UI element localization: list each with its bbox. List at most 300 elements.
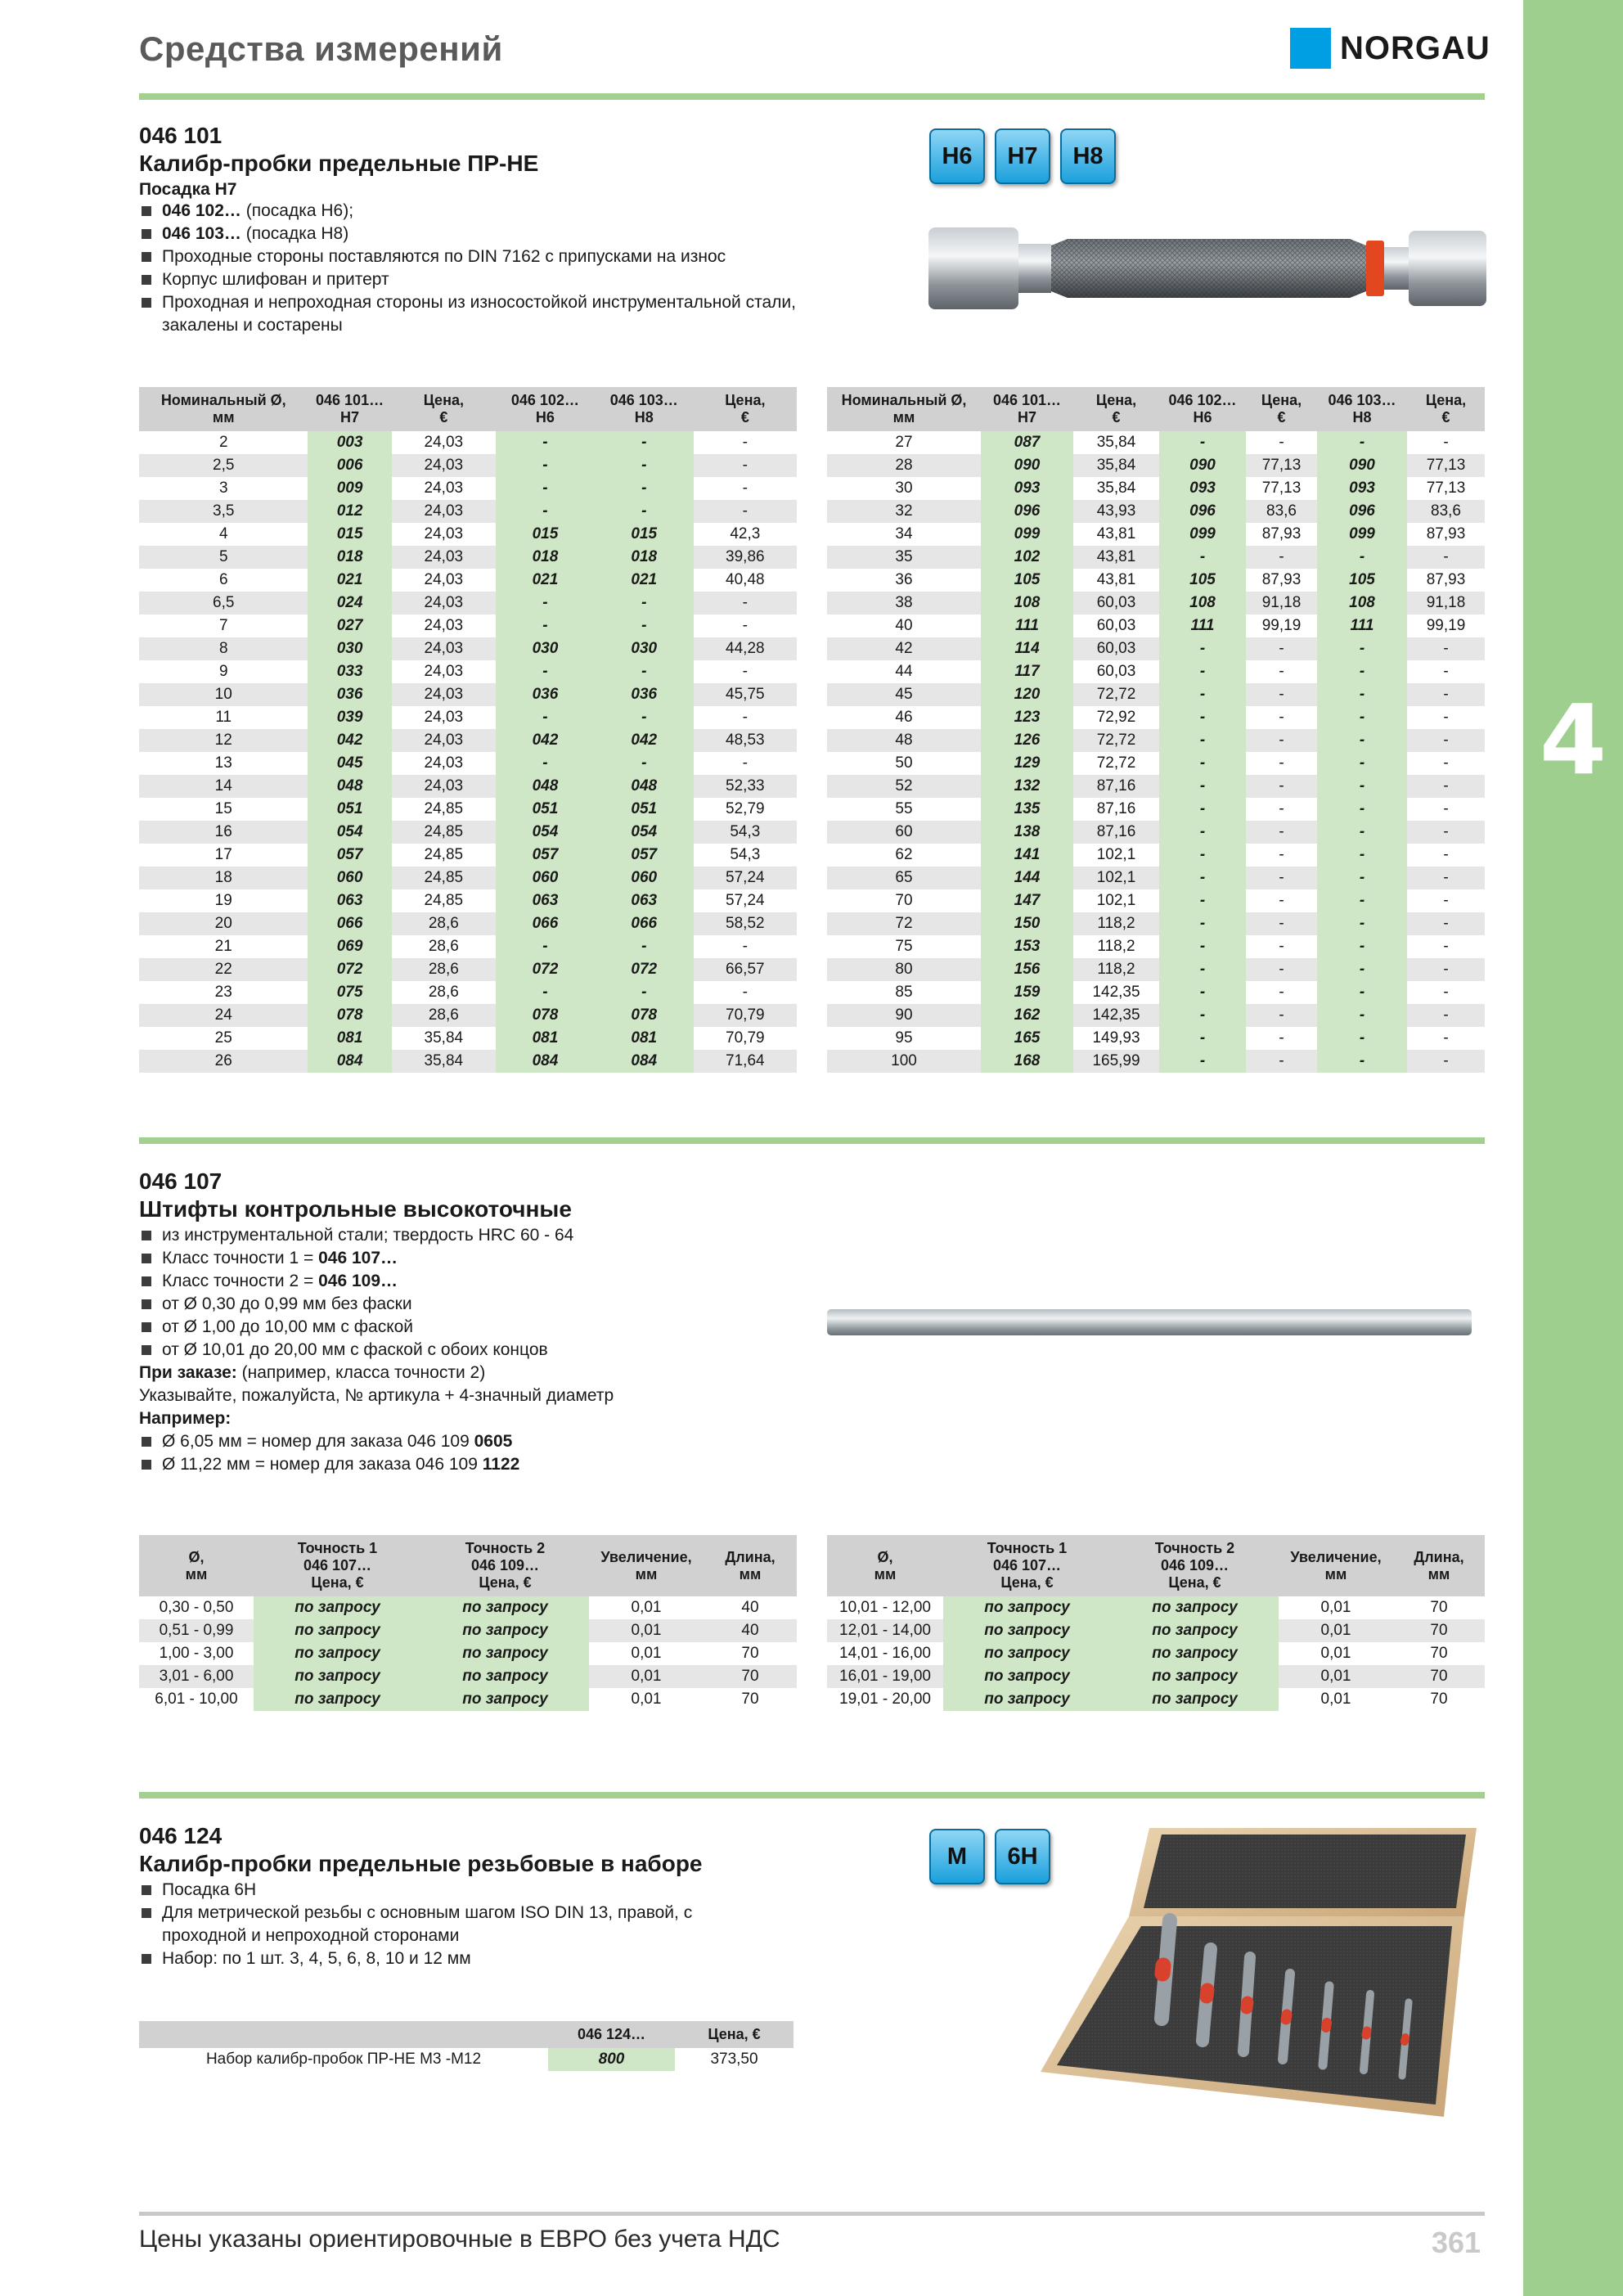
table-cell: 60,03 [1073, 592, 1159, 615]
table-cell: 36 [827, 569, 981, 592]
column-header [496, 387, 595, 431]
table-cell: - [1407, 775, 1485, 798]
table-row [827, 752, 1485, 775]
table-cell: 75 [827, 935, 981, 958]
table-cell: по запросу [421, 1688, 589, 1711]
table-cell: 44,28 [694, 637, 797, 660]
header-line: 046 103… [1328, 392, 1396, 408]
table-cell: - [595, 981, 694, 1004]
table-row [827, 477, 1485, 500]
header-line: Точность 2 [465, 1540, 546, 1556]
table-cell: 105 [1317, 569, 1407, 592]
header-line: Точность 1 [297, 1540, 378, 1556]
table-cell: 057 [595, 844, 694, 867]
table-cell: - [496, 981, 595, 1004]
table-cell: - [1246, 821, 1317, 844]
tolerance-badge: M [929, 1829, 985, 1884]
table-cell: - [1246, 546, 1317, 569]
table-cell: 35,84 [1073, 431, 1159, 454]
header-line: 046 109… [470, 1557, 540, 1573]
table-cell: - [694, 981, 797, 1004]
list-item [139, 245, 810, 268]
bullet-text: Проходная и непроходная стороны из износостойкой инструментальной стали, закалены и состарены [162, 293, 796, 335]
bullet-bold: 046 102… [162, 201, 241, 220]
bullet-bold: 0605 [474, 1432, 513, 1451]
table-cell: 153 [981, 935, 1073, 958]
table-cell: 24,85 [392, 889, 496, 912]
table-cell: - [1246, 752, 1317, 775]
bullet-text: Ø 11,22 мм = номер для заказа 046 109 [162, 1455, 483, 1474]
bullet-text: из инструментальной стали; твердость HRC 60 - 64 [162, 1226, 574, 1245]
table-row [827, 1027, 1485, 1050]
table-cell: 72 [827, 912, 981, 935]
list-item: Для метрической резьбы с основным шагом ISO DIN 13, правой, с проходной и непроходной сторонами [139, 1902, 777, 1947]
gauge-table-right [827, 387, 1485, 1073]
table-cell: 060 [595, 867, 694, 889]
table-cell: - [694, 592, 797, 615]
table-cell: 015 [308, 523, 391, 546]
table-cell: - [1407, 637, 1485, 660]
table-cell: по запросу [254, 1688, 421, 1711]
table-cell: 40 [827, 615, 981, 637]
table-cell: 24,03 [392, 752, 496, 775]
table-cell: 054 [308, 821, 391, 844]
table-row [827, 706, 1485, 729]
table-cell: - [1159, 912, 1246, 935]
table-cell: 069 [308, 935, 391, 958]
table-cell: 66,57 [694, 958, 797, 981]
table-cell: 7 [139, 615, 308, 637]
table-cell: 35,84 [1073, 454, 1159, 477]
table-cell: - [496, 500, 595, 523]
table-cell: - [595, 592, 694, 615]
table-cell: 24,03 [392, 569, 496, 592]
header-line: 046 101… [992, 392, 1062, 408]
table-cell: - [1317, 706, 1407, 729]
table-cell: 096 [981, 500, 1073, 523]
header-line: Увеличение, [600, 1548, 692, 1565]
table-cell: - [496, 752, 595, 775]
list-item [139, 291, 810, 337]
header-line: мм [874, 1565, 897, 1582]
table-cell: - [496, 935, 595, 958]
table-cell: 120 [981, 683, 1073, 706]
table-cell: - [1159, 889, 1246, 912]
table-cell: - [1246, 958, 1317, 981]
order-label: При заказе: [139, 1363, 237, 1382]
table-cell: 078 [308, 1004, 391, 1027]
column-header [1407, 387, 1485, 431]
table-cell: 60,03 [1073, 660, 1159, 683]
table-cell: 030 [496, 637, 595, 660]
table-cell: - [1246, 935, 1317, 958]
column-header [827, 387, 981, 431]
table-cell: 24,85 [392, 798, 496, 821]
table-cell: 10,01 - 12,00 [827, 1596, 943, 1619]
table-cell: 77,13 [1246, 454, 1317, 477]
table-cell: 111 [1317, 615, 1407, 637]
example-list [139, 1430, 843, 1476]
table-cell: 58,52 [694, 912, 797, 935]
table-cell: - [1407, 706, 1485, 729]
column-header [139, 1535, 254, 1596]
table-cell: 027 [308, 615, 391, 637]
table-cell: - [1317, 821, 1407, 844]
table-cell: 28,6 [392, 935, 496, 958]
table-cell: 24,03 [392, 683, 496, 706]
table-cell: 144 [981, 867, 1073, 889]
table-cell: по запросу [254, 1665, 421, 1688]
table-cell: 084 [308, 1050, 391, 1073]
table-cell: 24,03 [392, 660, 496, 683]
table-row [827, 500, 1485, 523]
table-cell: по запросу [421, 1642, 589, 1665]
page-number: 361 [1432, 2226, 1481, 2259]
list-item [139, 1430, 843, 1453]
table-cell: - [1317, 912, 1407, 935]
table-cell: - [1407, 935, 1485, 958]
section-title: Штифты контрольные высокоточные [139, 1196, 572, 1222]
order-text: (например, класса точности 2) [236, 1363, 486, 1382]
table-row [827, 798, 1485, 821]
table-cell: 6,5 [139, 592, 308, 615]
table-cell: - [1246, 660, 1317, 683]
header-line: 046 102… [1168, 392, 1237, 408]
header-line: € [1441, 409, 1450, 425]
table-cell: 090 [981, 454, 1073, 477]
header-line: Цена, € [1168, 1574, 1221, 1591]
table-cell: 072 [496, 958, 595, 981]
table-cell: 030 [308, 637, 391, 660]
section-divider [139, 1792, 1485, 1799]
bullet-text: Корпус шлифован и притерт [162, 270, 389, 289]
table-row [139, 706, 797, 729]
list-item [139, 200, 810, 223]
header-line: Номинальный Ø, [841, 392, 967, 408]
table-cell: 45 [827, 683, 981, 706]
table-cell: - [1159, 958, 1246, 981]
column-header [139, 387, 308, 431]
table-cell: 081 [308, 1027, 391, 1050]
table-cell: - [694, 752, 797, 775]
table-cell: - [496, 660, 595, 683]
table-cell: - [1317, 1050, 1407, 1073]
table-cell: 123 [981, 706, 1073, 729]
table-cell: - [1159, 775, 1246, 798]
table-cell: по запросу [421, 1596, 589, 1619]
table-cell: - [1159, 867, 1246, 889]
table-cell: 14 [139, 775, 308, 798]
section-046101-info [139, 123, 810, 337]
header-line: Ø, [877, 1548, 893, 1565]
feature-list [139, 1224, 843, 1362]
table-cell: - [1407, 981, 1485, 1004]
table-cell: 072 [595, 958, 694, 981]
table-cell: 24,03 [392, 775, 496, 798]
column-header [392, 387, 496, 431]
table-row [139, 912, 797, 935]
table-cell: 87,16 [1073, 798, 1159, 821]
table-row [139, 477, 797, 500]
table-cell: 141 [981, 844, 1073, 867]
table-cell: 99,19 [1407, 615, 1485, 637]
table-cell: 50 [827, 752, 981, 775]
header-line: H6 [1193, 409, 1212, 425]
table-cell: 24,03 [392, 729, 496, 752]
table-cell: 35,84 [1073, 477, 1159, 500]
bullet-text: Класс точности 2 = [162, 1272, 319, 1290]
table-cell: 018 [308, 546, 391, 569]
table-cell: 066 [496, 912, 595, 935]
table-cell: 40 [704, 1596, 797, 1619]
list-item [139, 223, 810, 245]
table-cell: - [595, 660, 694, 683]
table-cell: - [1159, 798, 1246, 821]
table-cell: 72,72 [1073, 683, 1159, 706]
table-cell: по запросу [421, 1665, 589, 1688]
bullet-text: от Ø 0,30 до 0,99 мм без фаски [162, 1294, 412, 1313]
table-cell: - [1317, 752, 1407, 775]
table-cell: 036 [496, 683, 595, 706]
table-cell: 096 [1317, 500, 1407, 523]
table-cell: 85 [827, 981, 981, 1004]
table-cell: 048 [496, 775, 595, 798]
table-row [827, 844, 1485, 867]
table-row [139, 1619, 797, 1642]
footer-note: Цены указаны ориентировочные в ЕВРО без учета НДС [139, 2226, 780, 2253]
table-cell: - [1159, 844, 1246, 867]
table-cell: 70 [704, 1688, 797, 1711]
table-cell: 83,6 [1407, 500, 1485, 523]
table-cell: 35,84 [392, 1050, 496, 1073]
table-cell: 10 [139, 683, 308, 706]
table-cell: 800 [548, 2048, 675, 2071]
table-cell: 042 [308, 729, 391, 752]
table-cell: 2 [139, 431, 308, 454]
bullet-text: от Ø 1,00 до 10,00 мм с фаской [162, 1317, 414, 1336]
table-cell: 149,93 [1073, 1027, 1159, 1050]
table-cell: 021 [496, 569, 595, 592]
table-cell: 018 [496, 546, 595, 569]
header-line: Точность 2 [1154, 1540, 1235, 1556]
table-cell: 28,6 [392, 981, 496, 1004]
table-cell: 72,72 [1073, 752, 1159, 775]
table-cell: 105 [1159, 569, 1246, 592]
table-cell: 066 [308, 912, 391, 935]
list-item [139, 268, 810, 291]
header-line: Цена, [1095, 392, 1137, 408]
table-cell: по запросу [254, 1619, 421, 1642]
table-row [139, 683, 797, 706]
table-cell: - [694, 615, 797, 637]
section-046107-info [139, 1168, 843, 1476]
table-cell: 60 [827, 821, 981, 844]
table-cell: - [694, 706, 797, 729]
table-row [827, 615, 1485, 637]
table-cell: - [1246, 798, 1317, 821]
table-cell: 72,72 [1073, 729, 1159, 752]
table-cell: 28 [827, 454, 981, 477]
header-line: мм [185, 1565, 208, 1582]
table-cell: - [1317, 1004, 1407, 1027]
table-cell: 021 [308, 569, 391, 592]
table-cell: 042 [595, 729, 694, 752]
table-cell: - [1246, 889, 1317, 912]
table-cell: 14,01 - 16,00 [827, 1642, 943, 1665]
table-cell: - [1159, 981, 1246, 1004]
table-cell: 099 [981, 523, 1073, 546]
table-cell: 70 [704, 1642, 797, 1665]
table-cell: 43,81 [1073, 569, 1159, 592]
table-cell: 3 [139, 477, 308, 500]
bullet-text: от Ø 10,01 до 20,00 мм с фаской с обоих концов [162, 1340, 548, 1359]
table-cell: 060 [308, 867, 391, 889]
table-row [139, 592, 797, 615]
table-cell: 87,93 [1246, 523, 1317, 546]
table-row [827, 867, 1485, 889]
table-cell: по запросу [943, 1688, 1111, 1711]
header-line: Цена, [1261, 392, 1302, 408]
tolerance-badge: H7 [995, 128, 1050, 184]
table-cell: - [496, 431, 595, 454]
table-cell: 91,18 [1246, 592, 1317, 615]
brand-logo: NORGAU [1340, 30, 1490, 66]
list-item [139, 1339, 843, 1362]
table-row [827, 592, 1485, 615]
table-cell: 6,01 - 10,00 [139, 1688, 254, 1711]
table-cell: 32 [827, 500, 981, 523]
table-cell: 55 [827, 798, 981, 821]
table-cell: 156 [981, 958, 1073, 981]
table-cell: 99,19 [1246, 615, 1317, 637]
section-code: 046 107 [139, 1168, 223, 1194]
header-line: Цена, € [479, 1574, 532, 1591]
table-cell: 35,84 [392, 1027, 496, 1050]
table-cell: 111 [1159, 615, 1246, 637]
table-row [827, 981, 1485, 1004]
table-cell: 24,85 [392, 867, 496, 889]
table-cell: - [1246, 1004, 1317, 1027]
table-cell: - [1407, 912, 1485, 935]
table-cell: - [1246, 844, 1317, 867]
table-cell: 5 [139, 546, 308, 569]
table-cell: 28,6 [392, 958, 496, 981]
table-cell: 009 [308, 477, 391, 500]
thread-gauge-set-image [1039, 1826, 1481, 2121]
column-header [1393, 1535, 1485, 1596]
table-cell: 87,16 [1073, 821, 1159, 844]
list-item [139, 1224, 843, 1247]
table-cell: - [496, 615, 595, 637]
table-cell: 042 [496, 729, 595, 752]
table-cell: 24,03 [392, 477, 496, 500]
table-cell: 117 [981, 660, 1073, 683]
header-line: € [1277, 409, 1286, 425]
table-cell: 87,93 [1407, 569, 1485, 592]
table-cell: 093 [1317, 477, 1407, 500]
table-cell: 012 [308, 500, 391, 523]
table-cell: 165 [981, 1027, 1073, 1050]
table-cell: 036 [595, 683, 694, 706]
table-cell: 048 [595, 775, 694, 798]
table-cell: 39,86 [694, 546, 797, 569]
table-cell: - [1159, 821, 1246, 844]
tolerance-badge: H8 [1060, 128, 1116, 184]
header-line: € [740, 409, 749, 425]
table-cell: 30 [827, 477, 981, 500]
control-pin-image [827, 1307, 1473, 1339]
column-header [827, 1535, 943, 1596]
table-cell: - [496, 477, 595, 500]
table-cell: - [1407, 683, 1485, 706]
table-row [827, 1688, 1485, 1711]
table-cell: 126 [981, 729, 1073, 752]
list-item [139, 1453, 843, 1476]
column-header [308, 387, 391, 431]
table-cell: 003 [308, 431, 391, 454]
table-cell: 28,6 [392, 1004, 496, 1027]
section-title: Калибр-пробки предельные резьбовые в наборе [139, 1851, 703, 1876]
table-cell: - [496, 592, 595, 615]
table-cell: по запросу [1111, 1642, 1279, 1665]
table-row [827, 889, 1485, 912]
table-cell: 0,01 [1279, 1688, 1393, 1711]
header-line: Цена, [423, 392, 464, 408]
table-cell: - [1317, 798, 1407, 821]
table-row [827, 637, 1485, 660]
table-cell: 3,01 - 6,00 [139, 1665, 254, 1688]
table-cell: - [694, 500, 797, 523]
table-row [139, 867, 797, 889]
bullet-bold: 046 109… [318, 1272, 398, 1290]
header-line: мм [1324, 1565, 1347, 1582]
table-row [139, 1665, 797, 1688]
table-cell: 12,01 - 14,00 [827, 1619, 943, 1642]
table-cell: 44 [827, 660, 981, 683]
table-cell: - [1317, 546, 1407, 569]
table-cell: - [1407, 958, 1485, 981]
table-cell: 23 [139, 981, 308, 1004]
header-line: мм [892, 409, 915, 425]
table-row [827, 958, 1485, 981]
table-cell: 24,03 [392, 592, 496, 615]
table-cell: 033 [308, 660, 391, 683]
table-cell: 0,01 [1279, 1596, 1393, 1619]
header-line: мм [635, 1565, 658, 1582]
list-item: Посадка 6H [139, 1879, 777, 1902]
table-cell: 093 [981, 477, 1073, 500]
table-cell: 096 [1159, 500, 1246, 523]
table-row [139, 660, 797, 683]
feature-list [139, 1879, 777, 1970]
table-cell: 0,01 [589, 1688, 704, 1711]
table-cell: 111 [981, 615, 1073, 637]
table-cell: 0,30 - 0,50 [139, 1596, 254, 1619]
table-row [139, 844, 797, 867]
table-cell: 081 [496, 1027, 595, 1050]
example-label: Например: [139, 1409, 232, 1428]
table-cell: 081 [595, 1027, 694, 1050]
table-cell: 0,01 [1279, 1665, 1393, 1688]
table-row [827, 546, 1485, 569]
bullet-bold: 046 107… [318, 1249, 398, 1267]
header-line: H6 [535, 409, 555, 425]
footer-divider [139, 2212, 1485, 2216]
bullet-text: (посадка H6); [241, 201, 354, 220]
table-cell: - [1317, 867, 1407, 889]
column-header [1246, 387, 1317, 431]
table-cell: по запросу [1111, 1688, 1279, 1711]
